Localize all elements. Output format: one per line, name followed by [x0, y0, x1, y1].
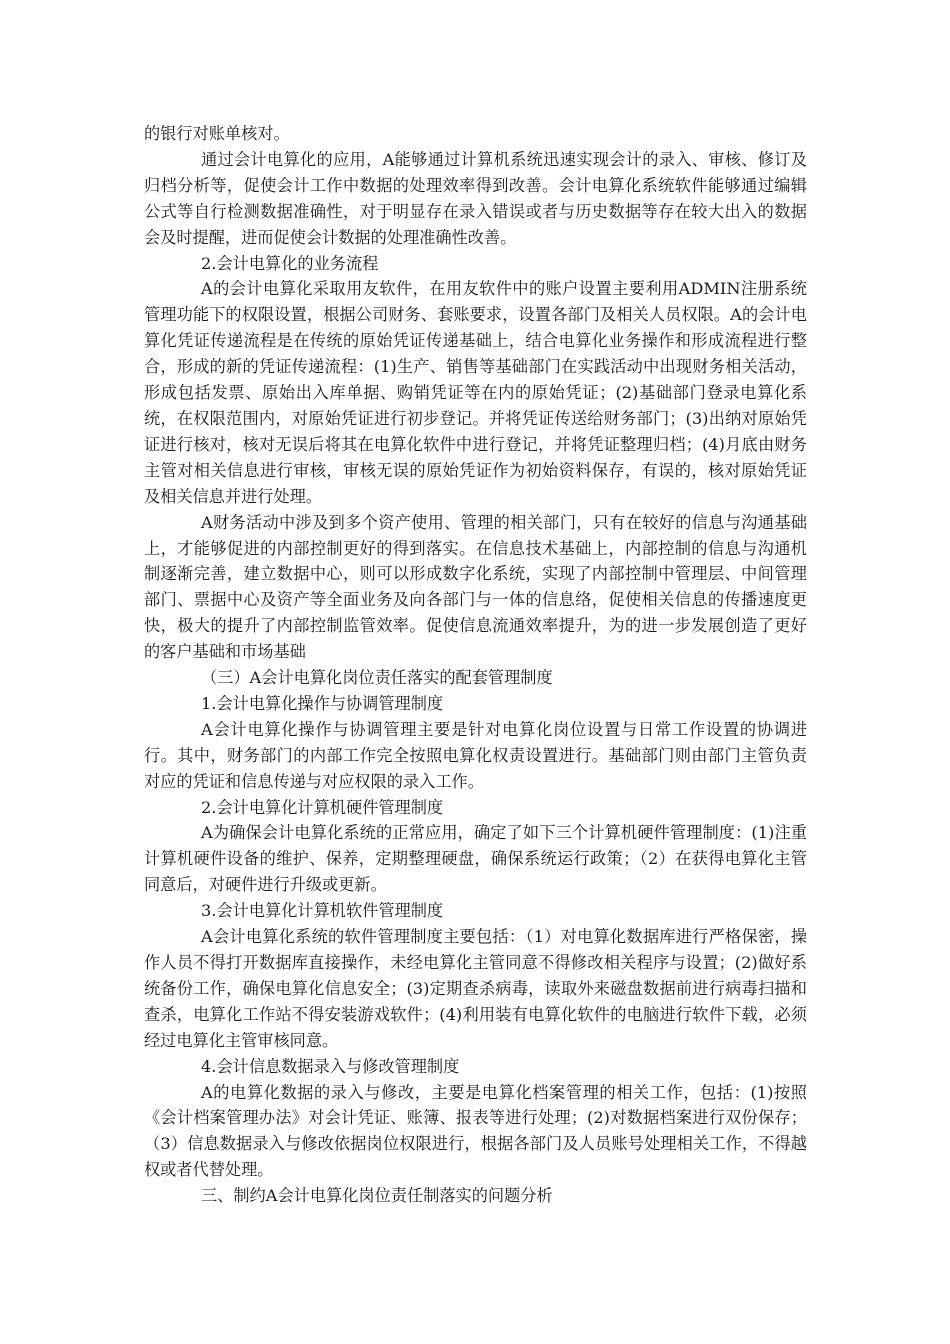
subsection-heading-data-entry: 4.会计信息数据录入与修改管理制度	[201, 1056, 460, 1076]
subsection-heading-software: 3.会计电算化计算机软件管理制度	[201, 901, 444, 921]
document-body	[144, 121, 807, 1209]
paragraph-voucher-process: A的会计电算化采取用友软件，在用友软件中的账户设置主要利用ADMIN注册系统管理功能下的权限设置，根据公司财务、套账要求，设置各部门及相关人员权限。A的会计电算化凭证传递流程是在传统的原始凭证传递基础上，结合电算化业务操作和形成流程进行整合，形成的新的凭证传递流程：(1)生产、销售等基础部门在实践活动中出现财务相关活动，形成包括发票、原始出入库单据、购销凭证等在内的原始凭证；(2)基础部门登录电算化系统，在权限范围内，对原始凭证进行初步登记。并将凭证传送给财务部门；(3)出纳对原始凭证进行核对，核对无误后将其在电算化软件中进行登记，并将凭证整理归档；(4)月底由财务主管对相关信息进行审核，审核无误的原始凭证作为初始资料保存，有误的，核对原始凭证及相关信息并进行处理。	[144, 279, 807, 506]
section-heading-business-process: 2.会计电算化的业务流程	[201, 253, 379, 273]
paragraph-application-benefits: 通过会计电算化的应用，A能够通过计算机系统迅速实现会计的录入、审核、修订及归档分析等，促使会计工作中数据的处理效率得到改善。会计电算化系统软件能够通过编辑公式等自行检测数据准确性，对于明显存在录入错误或者与历史数据等存在较大出入的数据会及时提醒，进而促使会计数据的处理准确性改善。	[144, 149, 807, 247]
subsection-heading-hardware: 2.会计电算化计算机硬件管理制度	[201, 797, 444, 817]
paragraph-software: A会计电算化系统的软件管理制度主要包括：（1）对电算化数据库进行严格保密，操作人员不得打开数据库直接操作，未经电算化主管同意不得修改相关程序与设置；(2)做好系统备份工作，确保电算化信息安全；(3)定期查杀病毒，读取外来磁盘数据前进行病毒扫描和查杀，电算化工作站不得安装游戏软件；(4)利用装有电算化软件的电脑进行软件下载，必须经过电算化主管审核同意。	[144, 927, 807, 1050]
section-heading-problem-analysis: 三、制约A会计电算化岗位责任制落实的问题分析	[201, 1186, 553, 1206]
subsection-heading-operation-coordination: 1.会计电算化操作与协调管理制度	[201, 693, 444, 713]
paragraph-continuation: 的银行对账单核对。	[144, 124, 290, 143]
section-heading-supporting-systems: （三）A会计电算化岗位责任落实的配套管理制度	[201, 668, 553, 688]
paragraph-information-communication: A财务活动中涉及到多个资产使用、管理的相关部门，只有在较好的信息与沟通基础上，才能够促进的内部控制更好的得到落实。在信息技术基础上，内部控制的信息与沟通机制逐渐完善，建立数据中心，则可以形成数字化系统，实现了内部控制中管理层、中间管理部门、票据中心及资产等全面业务及向各部门与一体的信息络，促使相关信息的传播速度更快，极大的提升了内部控制监管效率。促使信息流通效率提升，为的进一步发展创造了更好的客户基础和市场基础	[144, 512, 807, 662]
paragraph-operation-coordination: A会计电算化操作与协调管理主要是针对电算化岗位设置与日常工作设置的协调进行。其中，财务部门的内部工作完全按照电算化权责设置进行。基础部门则由部门主管负责对应的凭证和信息传递与对应权限的录入工作。	[144, 719, 807, 791]
paragraph-data-entry: A的电算化数据的录入与修改，主要是电算化档案管理的相关工作，包括：(1)按照《会计档案管理办法》对会计凭证、账簿、报表等进行处理；(2)对数据档案进行双份保存；（3）信息数据录入与修改依据岗位权限进行，根据各部门及人员账号处理相关工作，不得越权或者代替处理。	[144, 1082, 807, 1180]
paragraph-hardware: A为确保会计电算化系统的正常应用，确定了如下三个计算机硬件管理制度：(1)注重计算机硬件设备的维护、保养，定期整理硬盘，确保系统运行政策；（2）在获得电算化主管同意后，对硬件进行升级或更新。	[144, 823, 807, 895]
